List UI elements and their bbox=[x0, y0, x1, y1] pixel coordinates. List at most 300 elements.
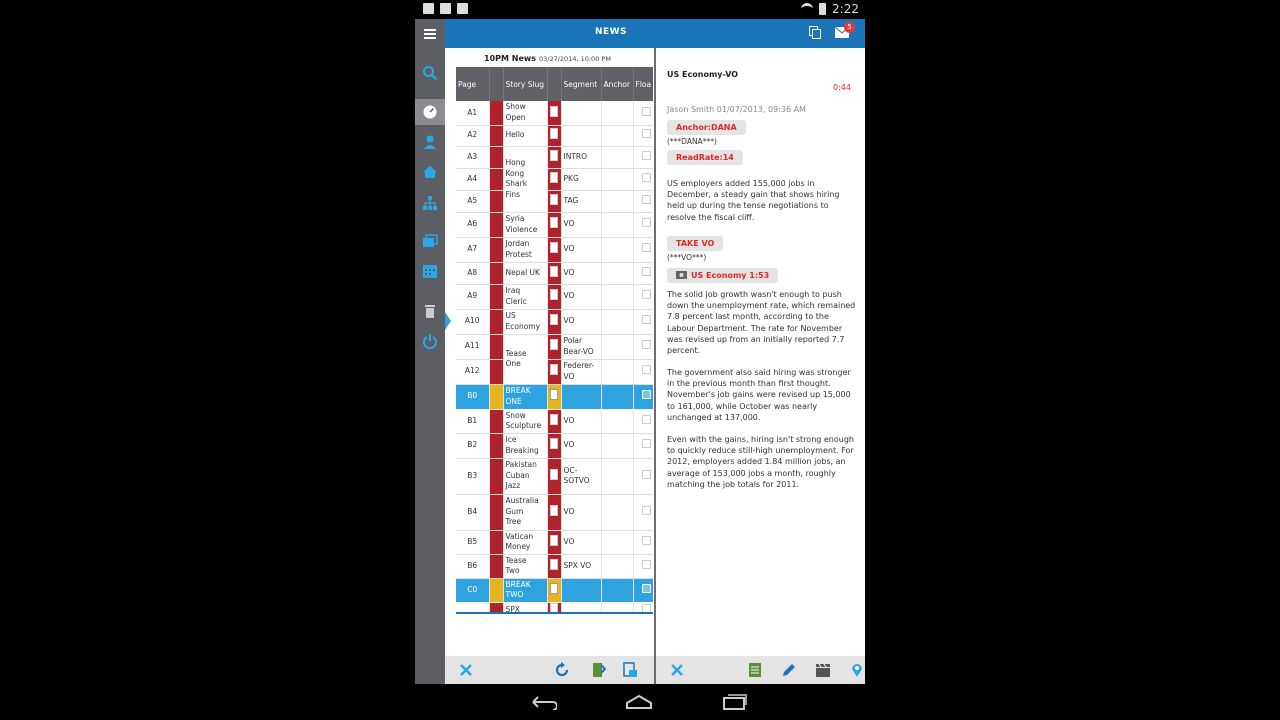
status-color-cell bbox=[489, 309, 503, 334]
float-cell bbox=[633, 494, 653, 530]
break-row[interactable] bbox=[456, 578, 653, 602]
segment-cell bbox=[561, 125, 601, 146]
export-icon[interactable] bbox=[622, 662, 638, 678]
document-icon[interactable] bbox=[550, 289, 558, 300]
story-paragraph: The government also said hiring was stronger in the previous month than first thought. November's job gains were revised up 15,000 to 161,000, while October was nearly unchanged at 137,000. bbox=[667, 368, 851, 422]
page-cell: A11 bbox=[456, 334, 489, 359]
table-row[interactable] bbox=[456, 284, 653, 309]
slug-line: Iraq bbox=[505, 286, 521, 295]
back-icon[interactable] bbox=[531, 694, 557, 710]
rundown-toolbar bbox=[445, 656, 654, 684]
float-cell bbox=[633, 578, 653, 602]
document-icon[interactable] bbox=[550, 505, 558, 516]
float-checkbox[interactable] bbox=[642, 195, 651, 204]
script-doc-cell bbox=[547, 409, 561, 433]
column-header[interactable] bbox=[547, 67, 561, 101]
document-icon[interactable] bbox=[550, 414, 558, 425]
table-row[interactable] bbox=[456, 554, 653, 578]
segment-line: VO bbox=[563, 219, 575, 229]
page-cell bbox=[456, 602, 489, 614]
script-doc-cell bbox=[547, 284, 561, 309]
slug-line: One bbox=[505, 359, 521, 368]
float-cell bbox=[633, 262, 653, 284]
float-checkbox[interactable] bbox=[642, 506, 651, 515]
page-cell: A12 bbox=[456, 359, 489, 384]
float-cell bbox=[633, 530, 653, 554]
column-header[interactable]: Anchor bbox=[601, 67, 633, 101]
rundown-table bbox=[456, 67, 653, 614]
float-checkbox[interactable] bbox=[642, 218, 651, 227]
pencil-icon[interactable] bbox=[781, 662, 797, 678]
segment-cell bbox=[561, 578, 601, 602]
anchor-cell bbox=[601, 146, 633, 168]
float-cell bbox=[633, 146, 653, 168]
table-row[interactable] bbox=[456, 334, 653, 359]
app-header bbox=[445, 19, 865, 48]
status-color-cell bbox=[489, 602, 503, 614]
segment-line: Bear-VO bbox=[563, 346, 594, 356]
table-row[interactable] bbox=[456, 212, 653, 237]
break-row[interactable] bbox=[456, 384, 653, 409]
location-pin-icon[interactable] bbox=[849, 662, 865, 678]
float-checkbox[interactable] bbox=[642, 439, 651, 448]
document-icon[interactable] bbox=[550, 128, 558, 139]
status-color-cell bbox=[489, 433, 503, 458]
slug-cell bbox=[503, 125, 547, 146]
slug-line: Open bbox=[505, 112, 526, 122]
document-icon[interactable] bbox=[550, 217, 558, 228]
segment-line: VO bbox=[563, 536, 575, 546]
float-cell bbox=[633, 409, 653, 433]
segment-cell bbox=[561, 494, 601, 530]
table-row[interactable] bbox=[456, 190, 653, 212]
anchor-cell bbox=[601, 212, 633, 237]
float-checkbox[interactable] bbox=[642, 173, 651, 182]
rundown-title: 10PM News bbox=[484, 54, 537, 63]
document-icon[interactable] bbox=[550, 535, 558, 546]
video-chip-label: US Economy 1:53 bbox=[691, 271, 770, 280]
slug-line: Kong bbox=[505, 168, 525, 178]
anchor-cell bbox=[601, 494, 633, 530]
segment-line: SPX VO bbox=[563, 560, 592, 570]
power-button[interactable] bbox=[415, 328, 445, 354]
table-row[interactable] bbox=[456, 530, 653, 554]
segment-cell bbox=[561, 530, 601, 554]
anchor-cell bbox=[601, 125, 633, 146]
status-color-cell bbox=[489, 168, 503, 190]
notification-icons bbox=[423, 3, 468, 14]
segment-line: VO bbox=[563, 244, 575, 254]
float-checkbox[interactable] bbox=[642, 415, 651, 424]
table-row[interactable] bbox=[456, 433, 653, 458]
slug-line: Pakistan bbox=[505, 460, 537, 470]
table-row[interactable] bbox=[456, 494, 653, 530]
float-cell bbox=[633, 237, 653, 262]
document-icon[interactable] bbox=[550, 242, 558, 253]
table-row[interactable] bbox=[456, 168, 653, 190]
script-doc-cell bbox=[547, 190, 561, 212]
copy-icon[interactable] bbox=[809, 26, 821, 39]
column-header[interactable] bbox=[489, 67, 503, 101]
table-row[interactable] bbox=[456, 359, 653, 384]
table-row[interactable] bbox=[456, 602, 653, 614]
menu-button[interactable] bbox=[415, 21, 445, 47]
document-icon[interactable] bbox=[550, 194, 558, 205]
table-row[interactable] bbox=[456, 125, 653, 146]
table-row[interactable] bbox=[456, 101, 653, 125]
slug-line: Nepal UK bbox=[505, 267, 540, 277]
slug-line: Cuban bbox=[505, 470, 530, 480]
home-nav-icon[interactable] bbox=[625, 694, 653, 710]
edit-rundown-icon[interactable] bbox=[590, 662, 606, 678]
segment-line: VO bbox=[563, 291, 575, 301]
page-cell: B3 bbox=[456, 458, 489, 494]
float-checkbox[interactable] bbox=[642, 470, 651, 479]
video-chip[interactable] bbox=[667, 268, 778, 283]
script-doc-cell bbox=[547, 433, 561, 458]
float-checkbox[interactable] bbox=[642, 604, 651, 613]
segment-line: Federer- bbox=[563, 361, 595, 370]
anchor-cell bbox=[601, 101, 633, 125]
slug-cell bbox=[503, 262, 547, 284]
segment-cell bbox=[561, 101, 601, 125]
slug-cell bbox=[503, 309, 547, 334]
float-cell bbox=[633, 190, 653, 212]
selected-row-marker bbox=[445, 312, 451, 330]
clapperboard-icon[interactable] bbox=[815, 662, 831, 678]
segment-line: PKG bbox=[563, 173, 579, 183]
slug-line: Protest bbox=[505, 249, 532, 259]
anchor-note: (***DANA***) bbox=[667, 137, 717, 146]
script-doc-cell bbox=[547, 334, 561, 359]
script-doc-cell bbox=[547, 384, 561, 409]
slug-cell bbox=[503, 237, 547, 262]
segment-cell bbox=[561, 190, 601, 212]
script-doc-cell bbox=[547, 262, 561, 284]
page-cell: A2 bbox=[456, 125, 489, 146]
float-cell bbox=[633, 101, 653, 125]
float-checkbox[interactable] bbox=[642, 536, 651, 545]
script-doc-cell bbox=[547, 458, 561, 494]
table-header-row bbox=[456, 67, 653, 101]
segment-line: OC- bbox=[563, 465, 578, 475]
segment-cell bbox=[561, 359, 601, 384]
document-icon[interactable] bbox=[550, 364, 558, 375]
checkbox-notification-icon bbox=[457, 3, 468, 14]
status-color-cell bbox=[489, 190, 503, 212]
float-cell bbox=[633, 334, 653, 359]
float-checkbox[interactable] bbox=[642, 267, 651, 276]
float-cell bbox=[633, 458, 653, 494]
anchor-cell bbox=[601, 334, 633, 359]
folders-button[interactable] bbox=[415, 228, 445, 254]
rundown-date: 03/27/2014, 10:00 PM bbox=[539, 55, 611, 63]
script-doc-cell bbox=[547, 530, 561, 554]
table-row[interactable] bbox=[456, 409, 653, 433]
slug-cell bbox=[503, 212, 547, 237]
segment-cell bbox=[561, 262, 601, 284]
float-cell bbox=[633, 168, 653, 190]
float-checkbox[interactable] bbox=[642, 340, 651, 349]
slug-cell bbox=[503, 494, 547, 530]
slug-line: Tree bbox=[505, 517, 522, 527]
slug-line: Jazz bbox=[505, 481, 521, 491]
status-color-cell bbox=[489, 530, 503, 554]
segment-line: VO bbox=[563, 415, 575, 425]
script-icon[interactable] bbox=[747, 662, 763, 678]
float-checkbox[interactable] bbox=[642, 365, 651, 374]
document-icon[interactable] bbox=[550, 559, 558, 570]
anchor-cell bbox=[601, 554, 633, 578]
status-color-cell bbox=[489, 284, 503, 309]
page-cell: A10 bbox=[456, 309, 489, 334]
segment-line: VO bbox=[563, 440, 575, 450]
android-nav-bar bbox=[415, 684, 865, 720]
slug-cell bbox=[503, 530, 547, 554]
column-header[interactable]: Page bbox=[456, 67, 489, 101]
status-bar bbox=[415, 0, 865, 19]
document-icon[interactable] bbox=[550, 314, 558, 325]
user-icon bbox=[422, 134, 438, 150]
anchor-cell bbox=[601, 359, 633, 384]
segment-cell bbox=[561, 168, 601, 190]
tablet-screen bbox=[415, 0, 865, 720]
trash-icon bbox=[422, 303, 438, 319]
recent-apps-icon[interactable] bbox=[723, 694, 747, 710]
anchor-cell bbox=[601, 530, 633, 554]
float-checkbox[interactable] bbox=[642, 390, 651, 399]
document-icon[interactable] bbox=[550, 603, 558, 614]
segment-cell bbox=[561, 212, 601, 237]
slug-cell bbox=[503, 433, 547, 458]
trash-button[interactable] bbox=[415, 298, 445, 324]
document-icon[interactable] bbox=[550, 150, 558, 161]
document-icon[interactable] bbox=[550, 172, 558, 183]
segment-cell bbox=[561, 237, 601, 262]
float-checkbox[interactable] bbox=[642, 560, 651, 569]
document-icon[interactable] bbox=[550, 583, 558, 594]
anchor-cell bbox=[601, 262, 633, 284]
document-icon[interactable] bbox=[550, 266, 558, 277]
float-checkbox[interactable] bbox=[642, 290, 651, 299]
table-row[interactable] bbox=[456, 146, 653, 168]
segment-cell bbox=[561, 433, 601, 458]
slug-line: Hong bbox=[505, 158, 526, 167]
segment-line: VO bbox=[563, 316, 575, 326]
story-paragraph: US employers added 155,000 jobs in December, a steady gain that shows hiring held up during the tense negotiations to resolve the fiscal cliff. bbox=[667, 179, 840, 222]
script-doc-cell bbox=[547, 168, 561, 190]
column-header[interactable]: Segment bbox=[561, 67, 601, 101]
table-row[interactable] bbox=[456, 262, 653, 284]
script-doc-cell bbox=[547, 494, 561, 530]
vo-note: (***VO***) bbox=[667, 253, 707, 262]
slug-line: Two bbox=[505, 566, 520, 575]
slug-cell bbox=[503, 602, 547, 614]
refresh-icon[interactable] bbox=[554, 662, 570, 678]
document-icon[interactable] bbox=[550, 469, 558, 480]
mail-count-badge: 5 bbox=[844, 22, 855, 33]
segment-cell bbox=[561, 284, 601, 309]
clock: 2:22 bbox=[832, 2, 859, 16]
script-doc-cell bbox=[547, 237, 561, 262]
status-color-cell bbox=[489, 578, 503, 602]
slug-cell bbox=[503, 409, 547, 433]
page-cell: A8 bbox=[456, 262, 489, 284]
slug-line: Syria bbox=[505, 214, 525, 223]
slug-line: Hello bbox=[505, 130, 525, 140]
rundown-button[interactable] bbox=[415, 99, 445, 125]
float-checkbox[interactable] bbox=[642, 315, 651, 324]
float-cell bbox=[633, 359, 653, 384]
story-paragraph: Even with the gains, hiring isn't strong enough to quickly reduce still-high unemployment. For 2012, employers added 1.84 million jobs, an average of 153,000 jobs a month, roughly matching the job totals for 2011. bbox=[667, 435, 854, 489]
anchor-cell bbox=[601, 190, 633, 212]
slug-line: Sculpture bbox=[505, 421, 542, 430]
slug-cell bbox=[503, 146, 547, 212]
script-doc-cell bbox=[547, 212, 561, 237]
float-cell bbox=[633, 309, 653, 334]
segment-line: VO bbox=[563, 267, 575, 277]
float-checkbox[interactable] bbox=[642, 129, 651, 138]
cloud-upload-icon bbox=[440, 3, 451, 14]
slug-line: Economy bbox=[505, 321, 541, 331]
slug-cell bbox=[503, 334, 547, 384]
folders-icon bbox=[422, 233, 438, 249]
calendar-icon bbox=[422, 263, 438, 279]
script-doc-cell bbox=[547, 125, 561, 146]
status-color-cell bbox=[489, 237, 503, 262]
calendar-button[interactable] bbox=[415, 258, 445, 284]
slug-line: Cleric bbox=[505, 296, 527, 306]
take-vo-chip[interactable]: TAKE VO bbox=[667, 236, 723, 251]
slug-cell bbox=[503, 101, 547, 125]
slug-line: Tease bbox=[505, 555, 527, 565]
page-cell: A5 bbox=[456, 190, 489, 212]
rundown-panel bbox=[445, 48, 654, 656]
slug-line: Jordan bbox=[505, 239, 530, 248]
float-cell bbox=[633, 125, 653, 146]
segment-cell bbox=[561, 334, 601, 359]
slug-line: Shark bbox=[505, 179, 528, 188]
hamburger-icon bbox=[422, 26, 438, 42]
home-button[interactable] bbox=[415, 159, 445, 185]
document-icon[interactable] bbox=[550, 339, 558, 350]
close-icon[interactable] bbox=[458, 662, 474, 678]
slug-cell bbox=[503, 284, 547, 309]
page-cell: B2 bbox=[456, 433, 489, 458]
status-color-cell bbox=[489, 212, 503, 237]
segment-line: VO bbox=[563, 506, 575, 516]
float-checkbox[interactable] bbox=[642, 151, 651, 160]
document-icon[interactable] bbox=[550, 106, 558, 117]
document-icon[interactable] bbox=[550, 438, 558, 449]
anchor-cell bbox=[601, 409, 633, 433]
script-doc-cell bbox=[547, 602, 561, 614]
column-header[interactable]: Floa bbox=[633, 67, 653, 101]
float-cell bbox=[633, 212, 653, 237]
float-checkbox[interactable] bbox=[642, 584, 651, 593]
close-icon[interactable] bbox=[669, 662, 685, 678]
page-cell: A7 bbox=[456, 237, 489, 262]
power-icon bbox=[422, 333, 438, 349]
slug-line: Gum bbox=[505, 506, 524, 516]
status-color-cell bbox=[489, 262, 503, 284]
script-doc-cell bbox=[547, 309, 561, 334]
script-doc-cell bbox=[547, 101, 561, 125]
slug-line: Money bbox=[505, 542, 531, 551]
document-icon[interactable] bbox=[550, 389, 558, 400]
slug-line: BREAK bbox=[505, 386, 531, 395]
slug-line: BREAK bbox=[505, 579, 531, 589]
segment-line: SOTVO bbox=[563, 476, 590, 485]
profile-button[interactable] bbox=[415, 129, 445, 155]
page-cell: A9 bbox=[456, 284, 489, 309]
table-row[interactable] bbox=[456, 237, 653, 262]
anchor-cell bbox=[601, 384, 633, 409]
battery-icon bbox=[819, 3, 826, 15]
float-checkbox[interactable] bbox=[642, 243, 651, 252]
segment-line: INTRO bbox=[563, 151, 588, 161]
slug-line: US bbox=[505, 311, 516, 320]
page-cell: B6 bbox=[456, 554, 489, 578]
anchor-chip[interactable]: Anchor:DANA bbox=[667, 120, 746, 135]
slug-cell bbox=[503, 458, 547, 494]
anchor-cell bbox=[601, 309, 633, 334]
segment-line: TAG bbox=[563, 195, 579, 205]
slug-cell bbox=[503, 384, 547, 409]
slug-line: Australia bbox=[505, 496, 539, 506]
float-cell bbox=[633, 554, 653, 578]
slug-cell bbox=[503, 578, 547, 602]
anchor-cell bbox=[601, 602, 633, 614]
slug-cell bbox=[503, 554, 547, 578]
home-icon bbox=[422, 164, 438, 180]
status-color-cell bbox=[489, 146, 503, 168]
anchor-cell bbox=[601, 458, 633, 494]
readrate-chip[interactable]: ReadRate:14 bbox=[667, 150, 743, 165]
page-cell: B4 bbox=[456, 494, 489, 530]
page-cell: B5 bbox=[456, 530, 489, 554]
segment-cell bbox=[561, 384, 601, 409]
page-cell: A3 bbox=[456, 146, 489, 168]
page-cell: B1 bbox=[456, 409, 489, 433]
segment-cell bbox=[561, 146, 601, 168]
segment-line: Polar bbox=[563, 336, 583, 345]
story-paragraph: The solid job growth wasn't enough to push down the unemployment rate, which remained 7.8 percent last month, according to the Labour Department. The rate for November was revised up from an initially reported 7.7 percent. bbox=[667, 290, 856, 356]
slug-line: Ice bbox=[505, 435, 517, 444]
segment-cell bbox=[561, 602, 601, 614]
table-row[interactable] bbox=[456, 309, 653, 334]
hierarchy-button[interactable] bbox=[415, 190, 445, 216]
slug-line: Tease bbox=[505, 348, 527, 358]
slug-line: ONE bbox=[505, 396, 522, 406]
float-checkbox[interactable] bbox=[642, 107, 651, 116]
anchor-cell bbox=[601, 168, 633, 190]
story-duration: 0:44 bbox=[833, 83, 851, 92]
column-header[interactable]: Story Slug bbox=[503, 67, 547, 101]
slug-line: Breaking bbox=[505, 445, 539, 455]
script-doc-cell bbox=[547, 146, 561, 168]
table-row[interactable] bbox=[456, 458, 653, 494]
status-color-cell bbox=[489, 334, 503, 359]
segment-cell bbox=[561, 409, 601, 433]
page-cell: A1 bbox=[456, 101, 489, 125]
page-cell: C0 bbox=[456, 578, 489, 602]
story-panel bbox=[656, 48, 865, 656]
anchor-cell bbox=[601, 433, 633, 458]
status-color-cell bbox=[489, 125, 503, 146]
anchor-cell bbox=[601, 578, 633, 602]
search-button[interactable] bbox=[415, 60, 445, 86]
